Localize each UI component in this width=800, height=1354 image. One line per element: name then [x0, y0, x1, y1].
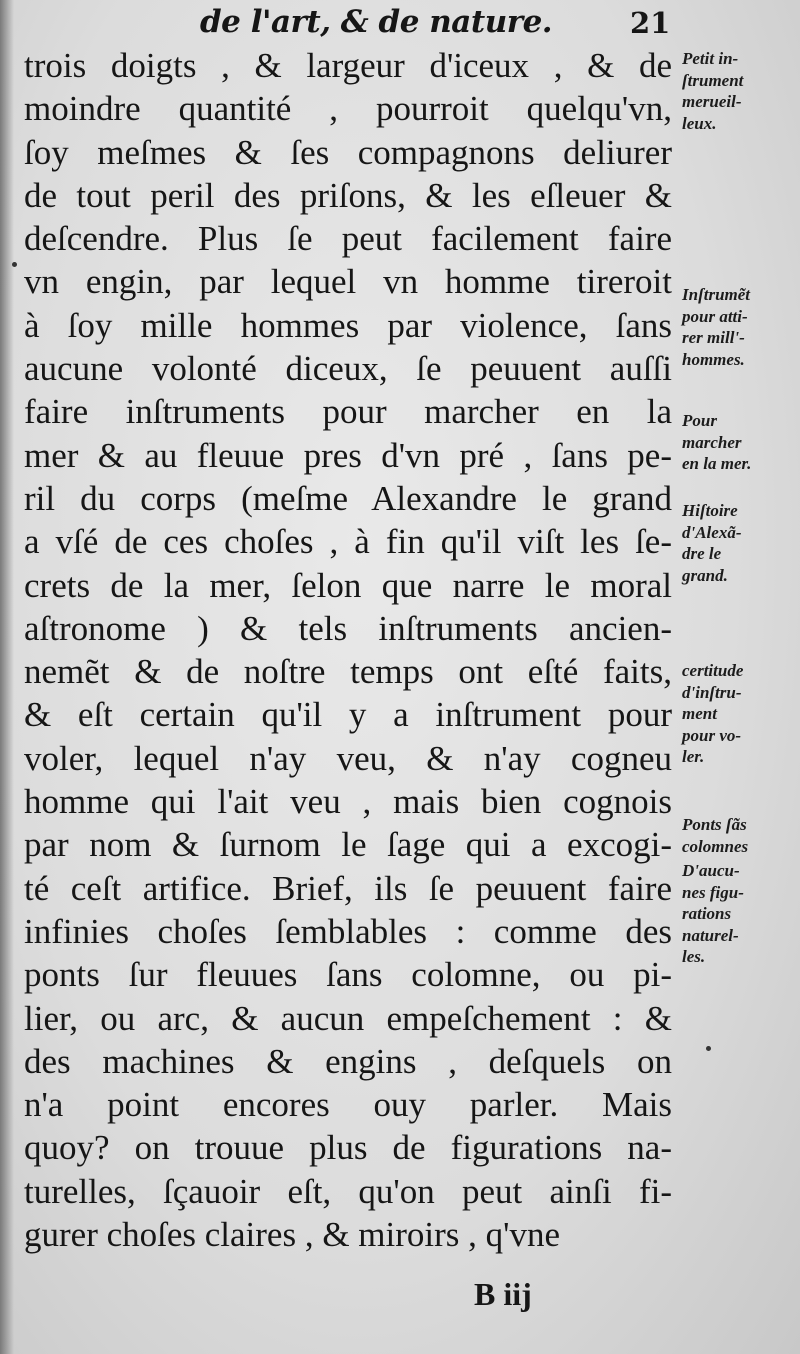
text-line: homme qui l'ait veu , mais bien cognois	[24, 782, 672, 822]
text-line: faire inſtruments pour marcher en la	[24, 392, 672, 432]
page-header	[200, 4, 800, 44]
margin-note: Petit in- ſtrument merueil- leux.	[682, 49, 744, 133]
text-line: ſoy meſmes & ſes compagnons deliurer	[24, 132, 672, 172]
text-line: quoy? on trouue plus de figurations na-	[24, 1128, 672, 1168]
margin-note: Ponts ſãs colomnes	[682, 815, 749, 856]
text-line: nemẽt & de noſtre temps ont eſté faits,	[24, 652, 672, 692]
text-line: & eſt certain qu'il y a inſtrument pour	[24, 695, 672, 735]
text-line: moindre quantité , pourroit quelqu'vn,	[24, 89, 672, 129]
ink-speck	[706, 1046, 711, 1051]
text-line: à ſoy mille hommes par violence, ſans	[24, 305, 672, 345]
ink-speck	[12, 262, 17, 267]
margin-note: certitude d'inſtru- ment pour vo- ler.	[682, 661, 744, 766]
text-line: lier, ou arc, & aucun empeſchement : &	[24, 998, 672, 1038]
text-line: par nom & ſurnom le ſage qui a excogi-	[24, 825, 672, 865]
text-line: a vſé de ces choſes , à fin qu'il viſt les ſe-	[24, 522, 672, 562]
text-line: turelles, ſçauoir eſt, qu'on peut ainſi fi-	[24, 1171, 672, 1211]
text-line: de tout peril des priſons, & les eſleuer &	[24, 175, 672, 215]
text-line: mer & au fleuue pres d'vn pré , ſans pe-	[24, 435, 672, 475]
text-line: trois doigts , & largeur d'iceux , & de	[24, 46, 672, 85]
text-line: vn engin, par lequel vn homme tireroit	[24, 262, 672, 302]
margin-note: Pour marcher en la mer.	[682, 411, 752, 473]
text-line: voler, lequel n'ay veu, & n'ay cogneu	[24, 738, 672, 778]
text-line: deſcendre. Plus ſe peut facilement faire	[24, 219, 672, 259]
text-line: aucune volonté diceux, ſe peuuent auſſi	[24, 349, 672, 389]
margin-note: Inſtrumẽt pour atti- rer mill'- hommes.	[682, 285, 751, 369]
text-line: gurer choſes claires , & miroirs , q'vne	[24, 1215, 561, 1255]
signature-mark: B iij	[474, 1276, 532, 1312]
text-line: ril du corps (meſme Alexandre le grand	[24, 478, 672, 518]
page-number: 21	[630, 6, 671, 40]
text-line: infinies choſes ſemblables : comme des	[24, 911, 672, 951]
text-line: n'a point encores ouy parler. Mais	[24, 1085, 672, 1125]
text-line: crets de la mer, ſelon que narre le moral	[24, 565, 672, 605]
text-line: ponts ſur fleuues ſans colomne, ou pi-	[24, 955, 672, 995]
text-line: aſtronome ) & tels inſtruments ancien-	[24, 608, 672, 648]
binding-shadow	[0, 0, 14, 1354]
body-text	[24, 44, 672, 1256]
text-line: des machines & engins , deſquels on	[24, 1041, 672, 1081]
text-line: té ceſt artifice. Brief, ils ſe peuuent faire	[24, 868, 672, 908]
running-head: de l'art, & de nature.	[200, 4, 553, 40]
margin-note: Hiſtoire d'Alexã- dre le grand.	[682, 501, 742, 585]
margin-note: D'aucu- nes figu- rations naturel- les.	[682, 861, 744, 966]
